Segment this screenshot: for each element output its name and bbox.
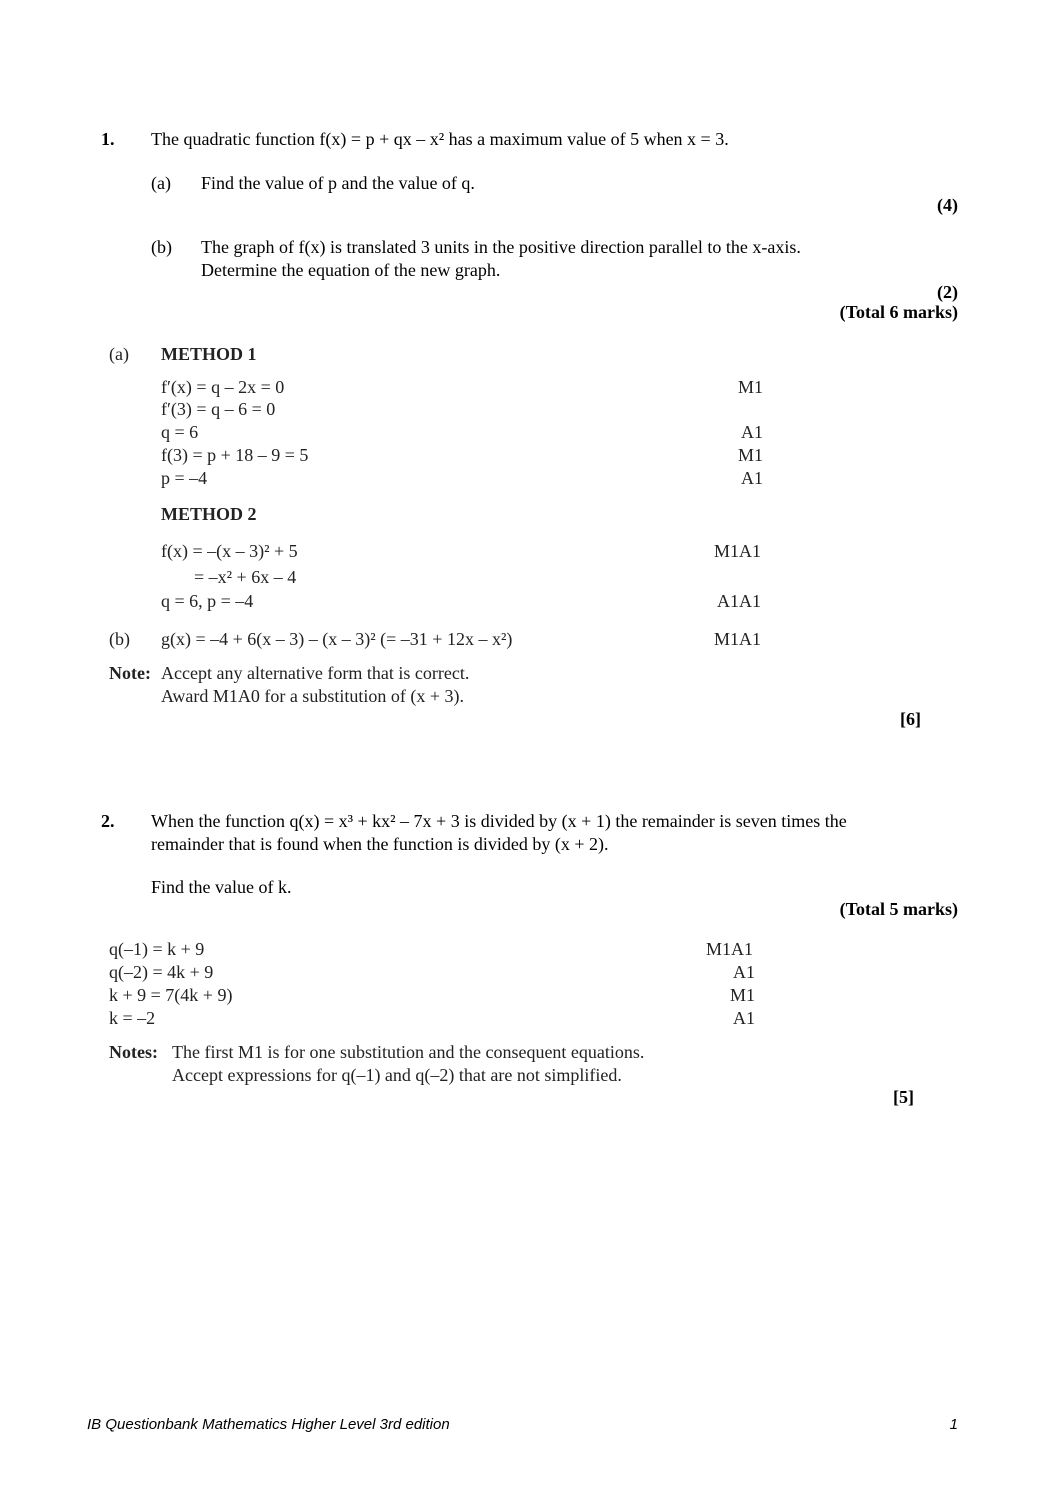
markscheme-1a-label: (a) <box>109 344 129 364</box>
markscheme-line: f(3) = p + 18 – 9 = 5 <box>161 445 309 465</box>
question-1-total-marks: (Total 6 marks) <box>839 302 958 322</box>
question-2-total-marks: (Total 5 marks) <box>839 899 958 919</box>
markscheme-mark: M1 <box>738 445 764 465</box>
question-2-task: Find the value of k. <box>151 877 292 897</box>
markscheme-mark: M1 <box>738 377 764 397</box>
question-2-line-1: When the function q(x) = x³ + kx² – 7x + 3 is divided by (x + 1) the remainder is seven times the <box>151 811 847 831</box>
markscheme-line: k = –2 <box>109 1008 156 1028</box>
question-1a-marks: (4) <box>937 195 958 215</box>
question-1a-label: (a) <box>151 173 171 193</box>
markscheme-line: p = –4 <box>161 468 208 488</box>
markscheme-line: k + 9 = 7(4k + 9) <box>109 985 233 1005</box>
markscheme-line: f(x) = –(x – 3)² + 5 <box>161 541 298 561</box>
footer-title: IB Questionbank Mathematics Higher Level 3rd edition <box>87 1416 450 1433</box>
question-2-line-2: remainder that is found when the function is divided by (x + 2). <box>151 834 609 854</box>
markscheme-1b-expression: g(x) = –4 + 6(x – 3) – (x – 3)² (= –31 + 12x – x²) <box>161 629 513 649</box>
question-2-number: 2. <box>101 811 115 831</box>
markscheme-note-line-1: Accept any alternative form that is correct. <box>161 663 470 683</box>
question-1b-line-2: Determine the equation of the new graph. <box>201 260 501 280</box>
markscheme-mark: A1 <box>733 962 755 982</box>
markscheme-notes-line-2: Accept expressions for q(–1) and q(–2) that are not simplified. <box>172 1065 622 1085</box>
markscheme-note-label: Note: <box>109 663 151 683</box>
markscheme-line: f′(x) = q – 2x = 0 <box>161 377 285 397</box>
markscheme-notes-label: Notes: <box>109 1042 158 1062</box>
markscheme-1-total: [6] <box>900 709 921 729</box>
markscheme-2-total: [5] <box>893 1087 914 1107</box>
question-1-stem: The quadratic function f(x) = p + qx – x² has a maximum value of 5 when x = 3. <box>151 129 729 149</box>
markscheme-line: q = 6 <box>161 422 199 442</box>
markscheme-mark: M1A1 <box>714 541 762 561</box>
markscheme-line: q = 6, p = –4 <box>161 591 254 611</box>
markscheme-notes-line-1: The first M1 is for one substitution and the consequent equations. <box>172 1042 645 1062</box>
markscheme-method-1-heading: METHOD 1 <box>161 344 257 364</box>
markscheme-note-line-2: Award M1A0 for a substitution of (x + 3). <box>161 686 464 706</box>
question-1b-marks: (2) <box>937 282 958 302</box>
markscheme-line: q(–2) = 4k + 9 <box>109 962 214 982</box>
markscheme-method-2-heading: METHOD 2 <box>161 504 257 524</box>
markscheme-mark: A1 <box>741 468 763 488</box>
markscheme-mark: A1A1 <box>717 591 761 611</box>
markscheme-1b-label: (b) <box>109 629 130 649</box>
markscheme-mark: A1 <box>733 1008 755 1028</box>
question-1a-text: Find the value of p and the value of q. <box>201 173 475 193</box>
question-1b-label: (b) <box>151 237 172 257</box>
question-1b-line-1: The graph of f(x) is translated 3 units in the positive direction parallel to the x-axis. <box>201 237 801 257</box>
page-number: 1 <box>949 1416 958 1433</box>
markscheme-mark: M1A1 <box>706 939 754 959</box>
markscheme-line: f′(3) = q – 6 = 0 <box>161 399 276 419</box>
markscheme-line: q(–1) = k + 9 <box>109 939 205 959</box>
markscheme-mark: A1 <box>741 422 763 442</box>
markscheme-line: = –x² + 6x – 4 <box>194 567 297 587</box>
markscheme-mark: M1 <box>730 985 756 1005</box>
markscheme-mark: M1A1 <box>714 629 762 649</box>
question-1-number: 1. <box>101 129 115 149</box>
